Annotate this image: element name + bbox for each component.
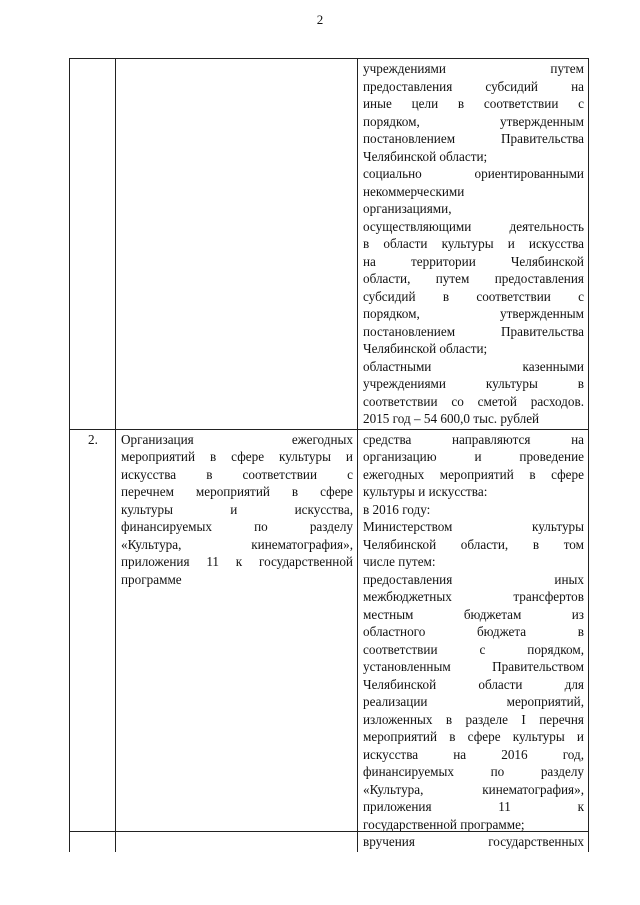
funding-description-line: культуры и искусства:	[363, 484, 488, 499]
funding-description-line: в 2016 году:	[363, 501, 431, 517]
funding-description-line: Министерством культуры	[363, 519, 584, 534]
funding-description-line: приложения 11 к	[363, 799, 584, 814]
row-number-cell	[70, 59, 116, 430]
funding-description-cell	[358, 429, 589, 852]
funding-description-line: числе путем:	[363, 554, 436, 569]
funding-description-line: областными казенными	[363, 358, 584, 374]
funding-description-line: учреждениями культуры в	[363, 376, 584, 391]
funding-description-line: государственной программе;	[363, 816, 525, 832]
row-number-cell: 2.	[70, 429, 116, 852]
funding-description-line: Челябинской области для	[363, 676, 584, 692]
program-table	[69, 58, 589, 852]
funding-description-line: Челябинской области, в том	[363, 536, 584, 552]
funding-description-line: вручения государственных	[363, 834, 584, 849]
funding-description-line: соответствии с порядком,	[363, 641, 584, 657]
activity-name-cell	[116, 59, 358, 430]
table-row	[70, 429, 589, 852]
funding-description-line: организациями,	[363, 201, 452, 216]
funding-description-line: области, путем предоставления	[363, 271, 584, 286]
funding-description-line: реализации мероприятий,	[363, 694, 584, 709]
funding-description-line: учреждениями путем	[363, 61, 584, 76]
funding-description-line: постановлением Правительства	[363, 323, 584, 339]
funding-description-line: порядком, утвержденным	[363, 113, 584, 129]
funding-description-line: в области культуры и искусства	[363, 236, 584, 251]
funding-description-line: предоставления субсидий на	[363, 78, 584, 94]
funding-description-line: предоставления иных	[363, 571, 584, 587]
funding-description-line: местным бюджетам из	[363, 606, 584, 622]
funding-description-line: ежегодных мероприятий в сфере	[363, 466, 584, 482]
funding-description-line: иные цели в соответствии с	[363, 96, 584, 111]
funding-description-line: постановлением Правительства	[363, 131, 584, 146]
table-row	[70, 59, 589, 430]
activity-name-line: программе	[121, 571, 182, 587]
funding-description-line: некоммерческими	[363, 183, 465, 199]
funding-description-cell	[358, 59, 589, 430]
activity-name-line: искусства в соответствии с	[121, 466, 353, 482]
table-bottom-border	[69, 831, 588, 832]
funding-description-line: «Культура, кинематография»,	[363, 781, 584, 797]
funding-description-line: 2015 год – 54 600,0 тыс. рублей	[363, 411, 540, 426]
activity-name-line: Организация ежегодных	[121, 431, 353, 447]
activity-name-cell	[116, 429, 358, 852]
funding-description-line: Челябинской области;	[363, 148, 488, 164]
activity-name-line: приложения 11 к государственной	[121, 554, 353, 569]
funding-description-line: межбюджетных трансфертов	[363, 589, 584, 604]
funding-description-line: субсидий в соответствии с	[363, 288, 584, 304]
funding-description-line: установленным Правительством	[363, 659, 584, 674]
funding-description-line: областного бюджета в	[363, 624, 584, 639]
funding-description-line: порядком, утвержденным	[363, 306, 584, 321]
funding-description-line: на территории Челябинской	[363, 253, 584, 269]
funding-description-line: средства направляются на	[363, 431, 584, 447]
activity-name-line: перечнем мероприятий в сфере	[121, 484, 353, 499]
page-number: 2	[316, 12, 324, 27]
funding-description-line: организацию и проведение	[363, 449, 584, 464]
activity-name-line: «Культура, кинематография»,	[121, 536, 353, 552]
funding-description-line: социально ориентированными	[363, 166, 584, 181]
funding-description-line: Челябинской области;	[363, 341, 488, 356]
funding-description-line: соответствии со сметой расходов.	[363, 393, 584, 409]
funding-description-line: финансируемых по разделу	[363, 764, 584, 779]
activity-name-line: мероприятий в сфере культуры и	[121, 449, 353, 464]
funding-description-line: мероприятий в сфере культуры и	[363, 729, 584, 744]
funding-description-line: искусства на 2016 год,	[363, 746, 584, 762]
activity-name-line: финансируемых по разделу	[121, 519, 353, 534]
funding-description-line: осуществляющими деятельность	[363, 218, 584, 234]
activity-name-line: культуры и искусства,	[121, 501, 353, 517]
funding-description-line: изложенных в разделе I перечня	[363, 711, 584, 727]
